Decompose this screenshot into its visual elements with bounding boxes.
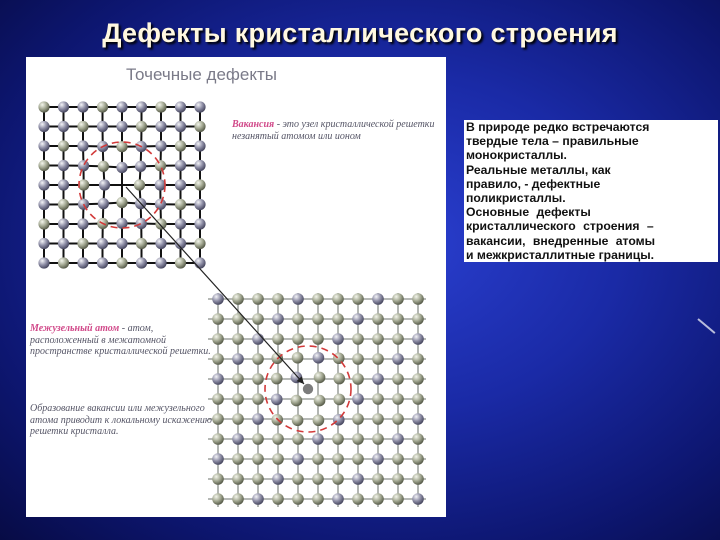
atom-icon (332, 493, 344, 505)
atom-icon (372, 393, 384, 405)
atom-icon (136, 257, 147, 268)
atom-icon (392, 353, 404, 365)
body-text (464, 120, 718, 262)
atom-icon (272, 493, 284, 505)
atom-icon (58, 101, 69, 112)
atom-icon (333, 414, 345, 426)
atom-icon (291, 395, 303, 407)
atom-icon (58, 179, 69, 190)
atom-icon (212, 493, 224, 505)
atom-icon (412, 413, 424, 425)
formation-caption: Образование вакансии или межузельного атома приводит к локальному искажению решетки кристалла. (30, 403, 212, 437)
atom-icon (175, 160, 186, 171)
vacancy-caption (232, 119, 446, 142)
atom-icon (194, 199, 205, 210)
atom-icon (155, 101, 166, 112)
atom-icon (194, 218, 205, 229)
atom-icon (212, 453, 224, 465)
atom-icon (58, 238, 69, 249)
atom-icon (313, 414, 325, 426)
atom-icon (412, 373, 424, 385)
atom-icon (116, 238, 127, 249)
atom-icon (252, 433, 264, 445)
body-line: и межкристаллитные границы. (466, 247, 655, 262)
atom-icon (98, 198, 109, 209)
atom-icon (372, 373, 384, 385)
body-line: твердые тела – правильные (466, 134, 639, 149)
atom-icon (392, 373, 404, 385)
atom-icon (212, 313, 224, 325)
atom-icon (58, 140, 69, 151)
atom-icon (212, 473, 224, 485)
body-line: поликристаллы. (466, 191, 566, 206)
atom-icon (98, 161, 109, 172)
atom-icon (78, 160, 89, 171)
atom-icon (252, 453, 264, 465)
atom-icon (155, 121, 166, 132)
interstitial-definition: - атом, расположенный в межатомной пространстве кристаллической решетки. (30, 323, 211, 357)
atom-icon (412, 353, 424, 365)
atom-icon (38, 101, 49, 112)
atom-icon (392, 333, 404, 345)
atom-icon (97, 257, 108, 268)
atom-icon (232, 433, 244, 445)
body-line: монокристаллы. (466, 148, 567, 163)
point-defects-figure (26, 57, 446, 517)
atom-icon (312, 493, 324, 505)
atom-icon (134, 179, 145, 190)
atom-icon (77, 218, 88, 229)
atom-icon (212, 293, 224, 305)
atom-icon (333, 352, 345, 364)
atom-icon (38, 121, 49, 132)
atom-icon (252, 293, 264, 305)
atom-icon (97, 101, 108, 112)
figure-title: Точечные дефекты (126, 65, 277, 84)
atom-icon (194, 140, 205, 151)
atom-icon (232, 413, 244, 425)
atom-icon (155, 160, 166, 171)
atom-icon (136, 238, 147, 249)
atom-icon (58, 199, 69, 210)
atom-icon (175, 257, 186, 268)
atom-icon (136, 218, 147, 229)
interstitial-term: Межузельный атом (30, 323, 120, 334)
atom-icon (38, 179, 49, 190)
body-line: Реальные металлы, как (466, 162, 611, 177)
interstitial-atom-icon (303, 384, 313, 394)
atom-icon (292, 414, 304, 426)
atom-icon (116, 101, 127, 112)
atom-icon (271, 394, 283, 406)
atom-icon (292, 433, 304, 445)
atom-icon (116, 197, 127, 208)
atom-icon (292, 453, 304, 465)
atom-icon (77, 140, 88, 151)
vacancy-term: Вакансия (232, 119, 275, 130)
atom-icon (175, 179, 186, 190)
atom-icon (77, 101, 88, 112)
atom-icon (314, 395, 326, 407)
atom-icon (352, 373, 364, 385)
atom-icon (135, 161, 146, 172)
atom-icon (252, 493, 264, 505)
atom-icon (252, 373, 264, 385)
body-line: кристаллического строения – (466, 219, 654, 234)
atom-icon (292, 293, 304, 305)
atom-icon (352, 313, 364, 325)
atom-icon (352, 353, 364, 365)
atom-icon (136, 121, 147, 132)
atom-icon (155, 140, 166, 151)
body-line: Основные дефекты (466, 205, 591, 220)
atom-icon (352, 493, 364, 505)
atom-icon (58, 160, 69, 171)
atom-icon (352, 433, 364, 445)
atom-icon (372, 333, 384, 345)
atom-icon (352, 473, 364, 485)
atom-icon (312, 333, 324, 345)
atom-icon (372, 493, 384, 505)
body-line: правило, - дефектные (466, 176, 601, 191)
atom-icon (313, 352, 325, 364)
atom-icon (392, 473, 404, 485)
atom-icon (194, 101, 205, 112)
atom-icon (194, 257, 205, 268)
atom-icon (58, 121, 69, 132)
atom-icon (77, 121, 88, 132)
atom-icon (272, 453, 284, 465)
atom-icon (58, 218, 69, 229)
atom-icon (412, 473, 424, 485)
atom-icon (312, 293, 324, 305)
body-line: В природе редко встречаются (466, 120, 650, 134)
atom-icon (99, 179, 110, 190)
atom-icon (38, 140, 49, 151)
atom-icon (194, 121, 205, 132)
atom-icon (212, 373, 224, 385)
body-line: вакансии, внедренные атомы (466, 233, 656, 248)
atom-icon (412, 453, 424, 465)
atom-icon (232, 473, 244, 485)
atom-icon (252, 413, 264, 425)
atom-icon (372, 453, 384, 465)
atom-icon (333, 394, 345, 406)
atom-icon (175, 218, 186, 229)
atom-icon (372, 293, 384, 305)
atom-icon (97, 238, 108, 249)
atom-icon (352, 333, 364, 345)
atom-icon (292, 493, 304, 505)
atom-icon (372, 413, 384, 425)
atom-icon (136, 101, 147, 112)
atom-icon (97, 121, 108, 132)
atom-icon (314, 372, 326, 384)
atom-icon (332, 473, 344, 485)
atom-icon (292, 333, 304, 345)
atom-icon (77, 238, 88, 249)
atom-icon (352, 393, 364, 405)
atom-icon (155, 199, 166, 210)
atom-icon (312, 313, 324, 325)
atom-icon (392, 413, 404, 425)
atom-icon (332, 333, 344, 345)
atom-icon (232, 453, 244, 465)
atom-icon (252, 353, 264, 365)
atom-icon (232, 373, 244, 385)
atom-icon (272, 313, 284, 325)
atom-icon (412, 493, 424, 505)
atom-icon (194, 179, 205, 190)
atom-icon (232, 493, 244, 505)
atom-icon (292, 352, 304, 364)
atom-icon (116, 121, 127, 132)
atom-icon (372, 473, 384, 485)
atom-icon (155, 218, 166, 229)
atom-icon (332, 293, 344, 305)
atom-icon (333, 373, 345, 385)
atom-icon (352, 293, 364, 305)
atom-icon (312, 453, 324, 465)
atom-icon (412, 433, 424, 445)
atom-icon (232, 353, 244, 365)
atom-icon (332, 453, 344, 465)
slide-title: Дефекты кристаллического строения (102, 18, 618, 48)
atom-icon (116, 162, 127, 173)
atom-icon (272, 473, 284, 485)
atom-icon (272, 433, 284, 445)
atom-icon (392, 293, 404, 305)
atom-icon (412, 333, 424, 345)
atom-icon (392, 433, 404, 445)
atom-icon (194, 238, 205, 249)
atom-icon (58, 257, 69, 268)
atom-icon (212, 333, 224, 345)
atom-icon (232, 393, 244, 405)
atom-icon (252, 393, 264, 405)
decorative-line (697, 318, 715, 334)
atom-icon (292, 473, 304, 485)
atom-icon (332, 433, 344, 445)
atom-icon (272, 293, 284, 305)
atom-icon (175, 101, 186, 112)
atom-icon (212, 353, 224, 365)
atom-icon (252, 333, 264, 345)
atom-icon (272, 333, 284, 345)
atom-icon (38, 218, 49, 229)
atom-icon (291, 372, 303, 384)
atom-icon (38, 257, 49, 268)
atom-icon (392, 493, 404, 505)
atom-icon (175, 199, 186, 210)
atom-icon (392, 313, 404, 325)
atom-icon (372, 313, 384, 325)
interstitial-caption (30, 323, 212, 358)
atom-icon (77, 257, 88, 268)
atom-icon (332, 313, 344, 325)
atom-icon (232, 293, 244, 305)
atom-icon (175, 140, 186, 151)
atom-icon (312, 473, 324, 485)
atom-icon (252, 473, 264, 485)
atom-icon (155, 257, 166, 268)
atom-icon (232, 333, 244, 345)
atom-icon (116, 257, 127, 268)
atom-icon (252, 313, 264, 325)
atom-icon (412, 313, 424, 325)
atom-icon (312, 433, 324, 445)
atom-icon (271, 373, 283, 385)
atom-icon (412, 393, 424, 405)
atom-icon (194, 160, 205, 171)
atom-icon (155, 238, 166, 249)
atom-icon (392, 393, 404, 405)
atom-icon (352, 453, 364, 465)
vacancy-definition: - это узел кристаллической решетки незанятый атомом или ионом (232, 119, 435, 142)
atom-icon (175, 121, 186, 132)
atom-icon (352, 413, 364, 425)
atom-icon (38, 160, 49, 171)
atom-icon (38, 199, 49, 210)
atom-icon (372, 433, 384, 445)
atom-icon (412, 293, 424, 305)
atom-icon (38, 238, 49, 249)
atom-icon (372, 353, 384, 365)
atom-icon (392, 453, 404, 465)
atom-icon (292, 313, 304, 325)
